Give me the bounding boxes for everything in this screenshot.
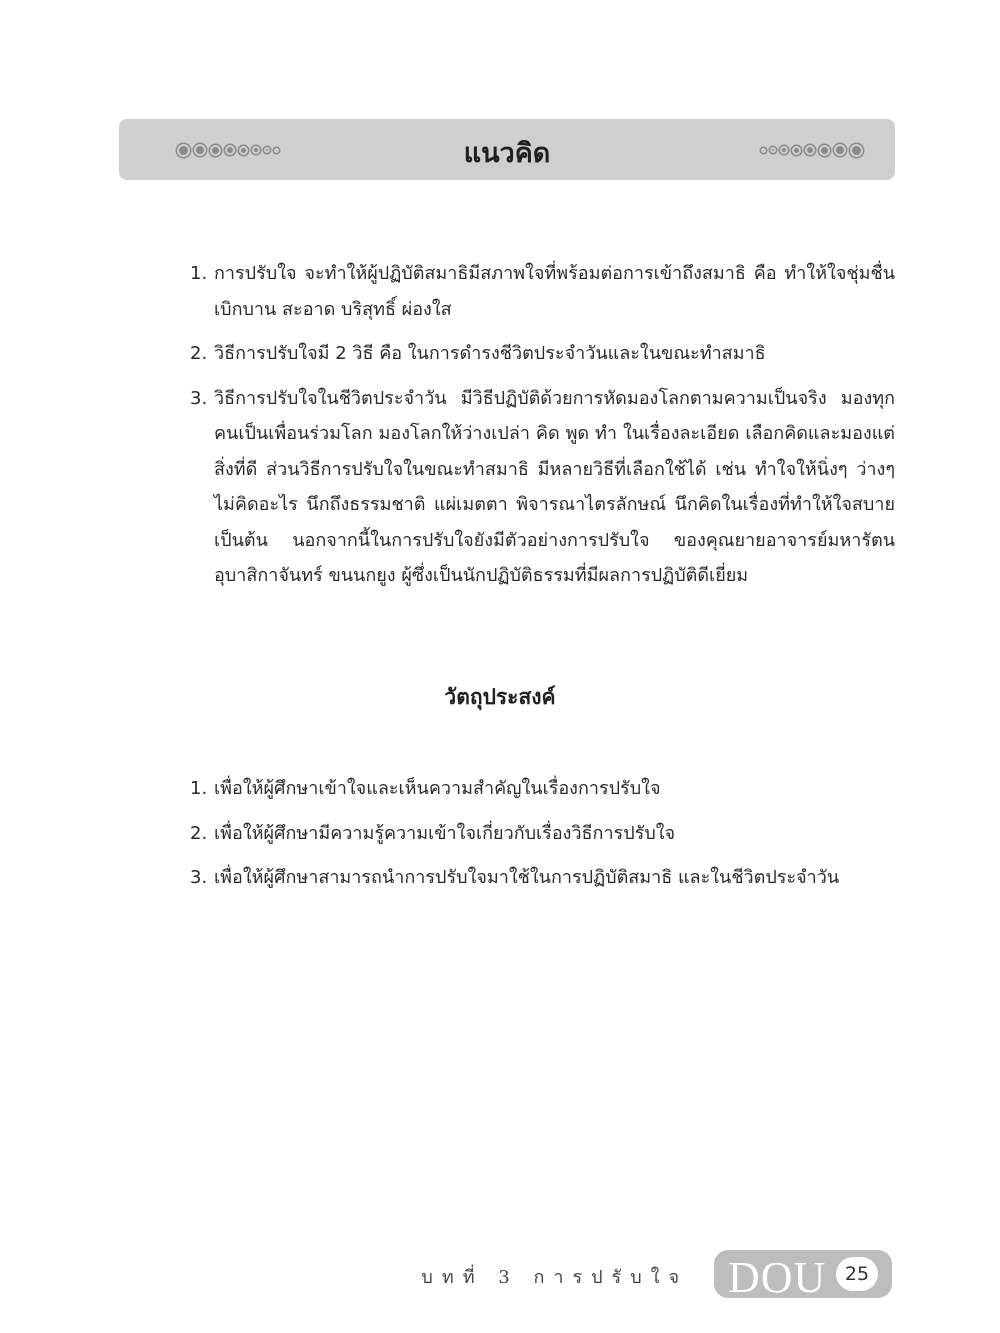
item-text: วิธีการปรับใจมี 2 วิธี คือ ในการดำรงชีวิตประจำวันและในขณะทำสมาธิ (214, 343, 766, 364)
brand-logo: DOU (728, 1253, 827, 1302)
item-number: 3. (190, 867, 208, 888)
item-number: 1. (190, 263, 208, 284)
objectives-list (190, 771, 895, 905)
list-item (190, 816, 895, 852)
dot-icon (761, 148, 766, 153)
item-number: 3. (190, 387, 208, 409)
list-item (190, 771, 895, 807)
item-text: เพื่อให้ผู้ศึกษามีความรู้ความเข้าใจเกี่ยวกับเรื่องวิธีการปรับใจ (214, 822, 676, 844)
header-banner (119, 119, 895, 180)
list-item (190, 256, 895, 327)
dot-icon (834, 144, 846, 156)
dot-icon (792, 146, 801, 155)
footer-badge (714, 1250, 892, 1302)
page-number: 25 (836, 1257, 878, 1291)
item-number: 2. (190, 822, 208, 844)
item-number: 2. (190, 343, 208, 364)
item-number: 1. (190, 778, 208, 799)
item-text: วิธีการปรับใจในชีวิตประจำวัน มีวิธีปฏิบัติด้วยการหัดมองโลกตามความเป็นจริง มองทุกคนเป็นเพื่อนร่วมโลก มองโลกให้ว่างเปล่า คิด พูด ทำ ในเรื่องละเอียด เลือกคิดและมองแต่สิ่งที่ดี ส่วนวิธีการปรับใจในขณะทำสมาธิ มีหลายวิธีที่เลือกใช้ได้ เช่น ทำใจให้นิ่งๆ ว่างๆ ไม่คิดอะไร นึกถึงธรรมชาติ แผ่เมตตา พิจารณาไตรลักษณ์ นึกคิดในเรื่องที่ทำให้ใจสบาย เป็นต้น นอกจากนี้ในการปรับใจยังมีตัวอย่างการปรับใจ ของคุณยายอาจารย์มหารัตนอุบาสิกาจันทร์ ขนนกยูง ผู้ซึ่งเป็นนักปฏิบัติธรรมที่มีผลการปฏิบัติดีเยี่ยม (214, 387, 895, 586)
list-item (190, 381, 895, 594)
banner-title: แนวคิด (463, 138, 551, 169)
dot-icon (819, 145, 830, 156)
dot-icon (770, 147, 776, 153)
ornament-dots-right (761, 140, 863, 160)
dot-icon (805, 145, 815, 155)
item-text: เพื่อให้ผู้ศึกษาเข้าใจและเห็นความสำคัญในเรื่องการปรับใจ (214, 778, 661, 799)
section-title: วัตถุประสงค์ (444, 685, 556, 709)
list-item (190, 860, 895, 896)
item-text: เพื่อให้ผู้ศึกษาสามารถนำการปรับใจมาใช้ในการปฏิบัติสมาธิ และในชีวิตประจำวัน (214, 867, 840, 888)
list-item (190, 336, 895, 372)
footer-chapter-title: บทที่ 3 การปรับใจ (421, 1267, 688, 1288)
item-text: การปรับใจ จะทำให้ผู้ปฏิบัติสมาธิมีสภาพใจที่พร้อมต่อการเข้าถึงสมาธิ คือ ทำให้ใจชุ่มชื่น เบิกบาน สะอาด บริสุทธิ์ ผ่องใส (214, 263, 895, 320)
dot-icon (850, 144, 863, 157)
concepts-list (190, 256, 895, 603)
dot-icon (780, 146, 788, 154)
